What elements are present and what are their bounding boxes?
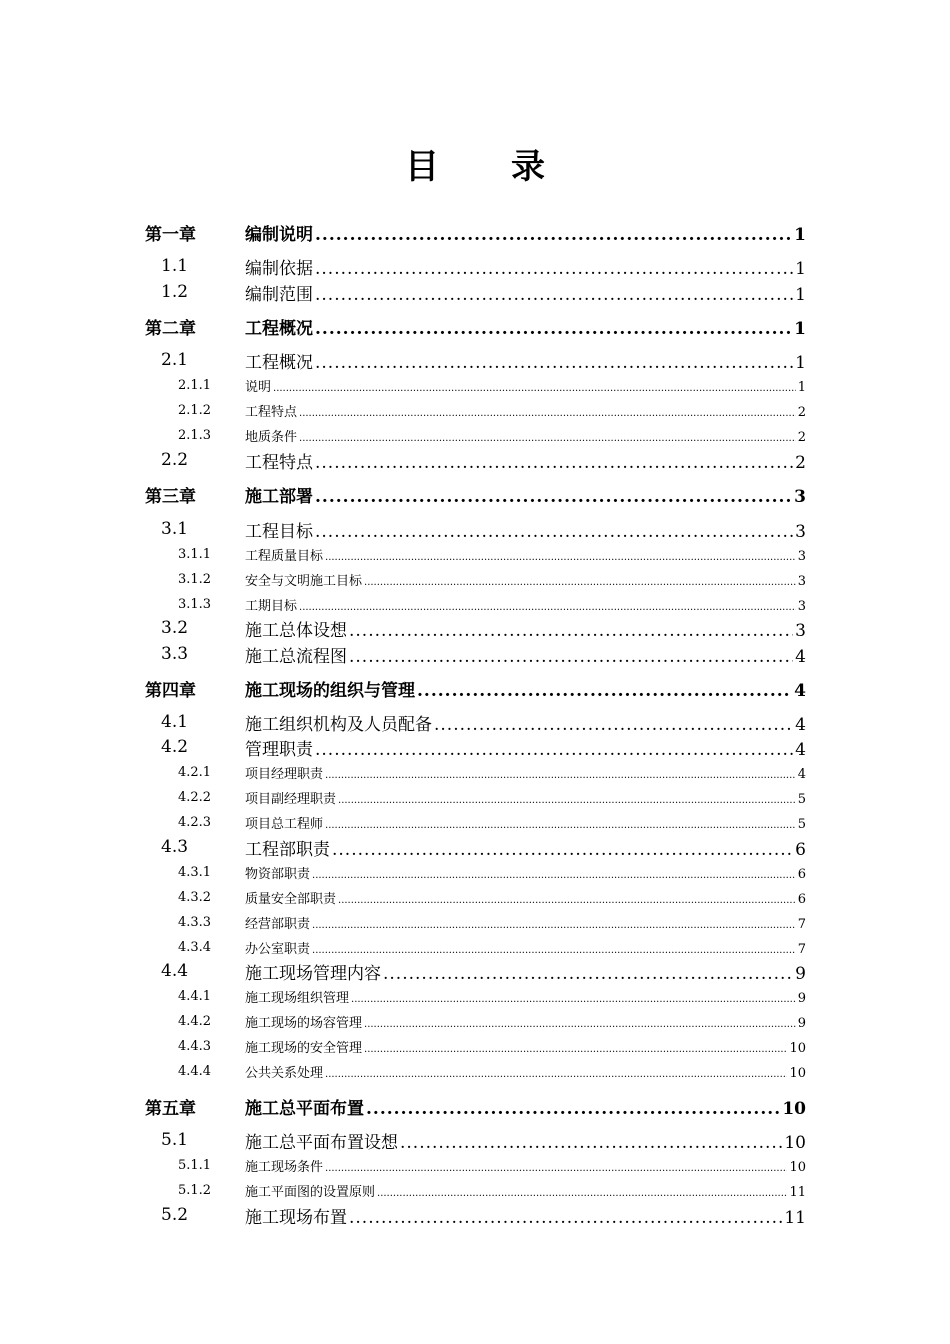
toc-dot-leader <box>349 621 793 641</box>
toc-entry-line <box>245 1062 806 1081</box>
toc-entry-number: 4.3.3 <box>178 914 212 930</box>
toc-entry-number: 4.1 <box>161 712 189 732</box>
toc-chapter-entry[interactable] <box>0 1095 950 1117</box>
toc-page-number: 6 <box>797 866 806 882</box>
toc-entry-title: 工期目标 <box>245 598 298 614</box>
toc-dot-leader <box>315 319 792 339</box>
toc-entry-line <box>245 482 806 507</box>
toc-entry-title: 施工现场条件 <box>245 1159 324 1175</box>
toc-dot-leader <box>299 408 796 419</box>
toc-dot-leader <box>315 740 793 760</box>
toc-entry-title: 工程质量目标 <box>245 548 324 564</box>
toc-entry-number: 4.4 <box>161 961 189 981</box>
toc-entry-line <box>245 220 806 245</box>
toc-entry-line <box>245 1037 806 1056</box>
toc-page-number: 1 <box>794 224 806 245</box>
toc-subsection-entry[interactable] <box>0 888 950 906</box>
toc-page-number: 3 <box>797 548 806 564</box>
toc-entry-title: 工程概况 <box>245 352 313 373</box>
toc-chapter-entry[interactable] <box>0 221 950 243</box>
toc-subsection-entry[interactable] <box>0 595 950 613</box>
toc-entry-line <box>245 813 806 832</box>
toc-section-entry[interactable] <box>0 1204 950 1226</box>
toc-page-number: 9 <box>797 990 806 1006</box>
toc-entry-number: 3.2 <box>161 618 189 638</box>
toc-entry-line <box>245 1181 806 1200</box>
toc-entry-number: 2.1.3 <box>178 427 212 443</box>
toc-dot-leader <box>325 820 796 831</box>
toc-entry-line <box>245 938 806 957</box>
toc-entry-title: 施工总体设想 <box>245 620 347 641</box>
toc-entry-title: 施工部署 <box>245 486 313 507</box>
toc-page-number: 3 <box>795 620 806 641</box>
toc-entry-number: 第四章 <box>145 680 196 701</box>
toc-entry-line <box>245 763 806 782</box>
toc-entry-number: 2.1.1 <box>178 377 212 393</box>
toc-entry-line <box>245 280 806 305</box>
toc-page-number: 3 <box>797 573 806 589</box>
toc-section-entry[interactable] <box>0 349 950 371</box>
toc-subsection-entry[interactable] <box>0 987 950 1005</box>
toc-entry-line <box>245 448 806 473</box>
toc-dot-leader <box>315 285 793 305</box>
toc-entry-line <box>245 1012 806 1031</box>
page-title-char-1: 目 <box>405 147 439 187</box>
toc-section-entry[interactable] <box>0 643 950 665</box>
toc-entry-number: 2.1.2 <box>178 402 212 418</box>
toc-section-entry[interactable] <box>0 736 950 758</box>
toc-page-number: 9 <box>797 1015 806 1031</box>
toc-dot-leader <box>338 895 796 906</box>
toc-page-number: 3 <box>795 521 806 542</box>
toc-section-entry[interactable] <box>0 281 950 303</box>
toc-entry-title: 施工现场的组织与管理 <box>245 680 415 701</box>
toc-entry-line <box>245 710 806 735</box>
toc-entry-line <box>245 595 806 614</box>
toc-entry-line <box>245 959 806 984</box>
toc-entry-title: 工程目标 <box>245 521 313 542</box>
toc-dot-leader <box>338 795 796 806</box>
toc-dot-leader <box>312 870 796 881</box>
toc-dot-leader <box>315 487 792 507</box>
toc-page-number: 6 <box>797 891 806 907</box>
toc-entry-title: 施工现场的场容管理 <box>245 1015 363 1031</box>
toc-dot-leader <box>349 1208 782 1228</box>
toc-entry-number: 第五章 <box>145 1098 196 1119</box>
toc-subsection-entry[interactable] <box>0 763 950 781</box>
toc-dot-leader <box>364 1019 796 1030</box>
toc-page-number: 1 <box>795 352 806 373</box>
toc-entry-number: 1.1 <box>161 256 189 276</box>
toc-entry-title: 施工总平面布置 <box>245 1098 364 1119</box>
toc-page-number: 3 <box>797 598 806 614</box>
toc-entry-title: 施工现场管理内容 <box>245 963 381 984</box>
toc-dot-leader <box>383 964 793 984</box>
toc-entry-title: 办公室职责 <box>245 941 311 957</box>
toc-subsection-entry[interactable] <box>0 1181 950 1199</box>
toc-subsection-entry[interactable] <box>0 376 950 394</box>
toc-entry-number: 1.2 <box>161 282 189 302</box>
toc-dot-leader <box>315 522 793 542</box>
toc-entry-number: 5.2 <box>161 1205 189 1225</box>
toc-entry-number: 4.2 <box>161 737 189 757</box>
toc-entry-number: 3.1 <box>161 519 189 539</box>
toc-dot-leader <box>364 577 796 588</box>
toc-entry-title: 施工总流程图 <box>245 646 347 667</box>
toc-entry-title: 说明 <box>245 379 272 395</box>
toc-entry-line <box>245 426 806 445</box>
toc-subsection-entry[interactable] <box>0 426 950 444</box>
toc-entry-number: 3.1.2 <box>178 571 212 587</box>
toc-page-number: 11 <box>789 1184 806 1200</box>
toc-subsection-entry[interactable] <box>0 1037 950 1055</box>
toc-entry-line <box>245 545 806 564</box>
toc-subsection-entry[interactable] <box>0 913 950 931</box>
toc-subsection-entry[interactable] <box>0 1062 950 1080</box>
toc-dot-leader <box>315 225 792 245</box>
toc-entry-title: 安全与文明施工目标 <box>245 573 363 589</box>
toc-section-entry[interactable] <box>0 449 950 471</box>
toc-entry-line <box>245 788 806 807</box>
toc-dot-leader <box>377 1188 787 1199</box>
toc-page-number: 4 <box>795 646 806 667</box>
toc-entry-number: 5.1.2 <box>178 1182 212 1198</box>
toc-subsection-entry[interactable] <box>0 1012 950 1030</box>
toc-entry-title: 项目经理职责 <box>245 766 324 782</box>
toc-entry-title: 工程概况 <box>245 318 313 339</box>
toc-dot-leader <box>332 840 793 860</box>
toc-entry-title: 物资部职责 <box>245 866 311 882</box>
toc-entry-number: 5.1.1 <box>178 1157 212 1173</box>
toc-subsection-entry[interactable] <box>0 863 950 881</box>
toc-entry-title: 工程部职责 <box>245 839 330 860</box>
toc-entry-line <box>245 835 806 860</box>
toc-entry-line <box>245 570 806 589</box>
toc-entry-line <box>245 1156 806 1175</box>
toc-entry-line <box>245 1128 806 1153</box>
toc-dot-leader <box>315 259 793 279</box>
toc-page-number: 2 <box>795 452 806 473</box>
toc-entry-number: 4.3.4 <box>178 939 212 955</box>
toc-page-number: 2 <box>797 404 806 420</box>
toc-page-number: 10 <box>782 1098 806 1119</box>
toc-entry-line <box>245 676 806 701</box>
toc-entry-line <box>245 517 806 542</box>
toc-dot-leader <box>312 920 796 931</box>
toc-dot-leader <box>325 1163 787 1174</box>
toc-page-number: 4 <box>797 766 806 782</box>
toc-subsection-entry[interactable] <box>0 545 950 563</box>
toc-page-number: 4 <box>794 680 806 701</box>
toc-page-number: 9 <box>795 963 806 984</box>
toc-subsection-entry[interactable] <box>0 401 950 419</box>
toc-entry-title: 项目总工程师 <box>245 816 324 832</box>
toc-dot-leader <box>400 1133 782 1153</box>
toc-entry-number: 第一章 <box>145 224 196 245</box>
toc-entry-line <box>245 314 806 339</box>
toc-entry-number: 4.2.3 <box>178 814 212 830</box>
toc-section-entry[interactable] <box>0 1129 950 1151</box>
toc-entry-title: 质量安全部职责 <box>245 891 337 907</box>
toc-page-number: 4 <box>795 714 806 735</box>
toc-section-entry[interactable] <box>0 960 950 982</box>
toc-dot-leader <box>325 1069 787 1080</box>
toc-dot-leader <box>364 1044 787 1055</box>
toc-entry-number: 3.3 <box>161 644 189 664</box>
toc-entry-line <box>245 401 806 420</box>
toc-dot-leader <box>273 383 796 394</box>
toc-page-number: 1 <box>795 258 806 279</box>
toc-dot-leader <box>351 994 796 1005</box>
toc-entry-line <box>245 913 806 932</box>
toc-entry-line <box>245 1094 806 1119</box>
toc-entry-number: 3.1.1 <box>178 546 212 562</box>
toc-entry-title: 工程特点 <box>245 452 313 473</box>
toc-dot-leader <box>349 647 793 667</box>
toc-dot-leader <box>417 681 792 701</box>
toc-entry-number: 5.1 <box>161 1130 189 1150</box>
toc-entry-number: 第三章 <box>145 486 196 507</box>
toc-entry-number: 4.3.2 <box>178 889 212 905</box>
toc-entry-number: 4.3 <box>161 837 189 857</box>
toc-page-number: 1 <box>797 379 806 395</box>
toc-entry-line <box>245 642 806 667</box>
toc-entry-line <box>245 616 806 641</box>
toc-dot-leader <box>299 433 796 444</box>
toc-entry-title: 施工总平面布置设想 <box>245 1132 398 1153</box>
toc-entry-number: 4.4.3 <box>178 1038 212 1054</box>
toc-subsection-entry[interactable] <box>0 570 950 588</box>
toc-page-number: 4 <box>795 739 806 760</box>
toc-page-number: 7 <box>797 916 806 932</box>
toc-section-entry[interactable] <box>0 836 950 858</box>
toc-entry-line <box>245 987 806 1006</box>
toc-dot-leader <box>315 453 793 473</box>
toc-entry-title: 施工现场布置 <box>245 1207 347 1228</box>
toc-page-number: 2 <box>797 429 806 445</box>
toc-entry-title: 施工现场组织管理 <box>245 990 350 1006</box>
toc-entry-title: 管理职责 <box>245 739 313 760</box>
toc-dot-leader <box>299 602 796 613</box>
toc-section-entry[interactable] <box>0 255 950 277</box>
toc-page-number: 5 <box>797 816 806 832</box>
toc-entry-title: 施工现场的安全管理 <box>245 1040 363 1056</box>
toc-entry-line <box>245 735 806 760</box>
toc-subsection-entry[interactable] <box>0 938 950 956</box>
toc-chapter-entry[interactable] <box>0 483 950 505</box>
toc-page-number: 7 <box>797 941 806 957</box>
toc-chapter-entry[interactable] <box>0 315 950 337</box>
toc-page-number: 1 <box>794 318 806 339</box>
toc-section-entry[interactable] <box>0 711 950 733</box>
toc-entry-title: 施工平面图的设置原则 <box>245 1184 376 1200</box>
page-title-char-2: 录 <box>511 147 545 187</box>
toc-subsection-entry[interactable] <box>0 813 950 831</box>
toc-entry-number: 4.4.1 <box>178 988 212 1004</box>
toc-dot-leader <box>366 1099 780 1119</box>
toc-entry-number: 4.2.1 <box>178 764 212 780</box>
toc-entry-line <box>245 1203 806 1228</box>
toc-entry-number: 4.4.4 <box>178 1063 212 1079</box>
toc-entry-title: 施工组织机构及人员配备 <box>245 714 432 735</box>
toc-entry-number: 4.4.2 <box>178 1013 212 1029</box>
toc-subsection-entry[interactable] <box>0 1156 950 1174</box>
toc-entry-line <box>245 376 806 395</box>
toc-entry-title: 编制依据 <box>245 258 313 279</box>
toc-entry-title: 地质条件 <box>245 429 298 445</box>
toc-page-number: 5 <box>797 791 806 807</box>
toc-entry-number: 2.1 <box>161 350 189 370</box>
toc-dot-leader <box>325 552 796 563</box>
toc-entry-number: 4.3.1 <box>178 864 212 880</box>
toc-subsection-entry[interactable] <box>0 788 950 806</box>
toc-entry-title: 编制范围 <box>245 284 313 305</box>
toc-entry-title: 编制说明 <box>245 224 313 245</box>
toc-page-number: 10 <box>789 1040 806 1056</box>
toc-entry-line <box>245 863 806 882</box>
toc-chapter-entry[interactable] <box>0 677 950 699</box>
toc-entry-title: 工程特点 <box>245 404 298 420</box>
toc-section-entry[interactable] <box>0 617 950 639</box>
toc-page-number: 10 <box>789 1159 806 1175</box>
toc-dot-leader <box>312 945 796 956</box>
toc-page-number: 3 <box>794 486 806 507</box>
toc-page-number: 10 <box>789 1065 806 1081</box>
toc-entry-number: 4.2.2 <box>178 789 212 805</box>
toc-entry-number: 3.1.3 <box>178 596 212 612</box>
toc-page-number: 11 <box>784 1207 806 1228</box>
toc-entry-line <box>245 254 806 279</box>
toc-entry-line <box>245 888 806 907</box>
toc-page-number: 10 <box>784 1132 806 1153</box>
toc-dot-leader <box>315 353 793 373</box>
toc-section-entry[interactable] <box>0 518 950 540</box>
toc-dot-leader <box>434 715 793 735</box>
toc-entry-number: 2.2 <box>161 450 189 470</box>
toc-entry-number: 第二章 <box>145 318 196 339</box>
toc-entry-title: 项目副经理职责 <box>245 791 337 807</box>
toc-entry-title: 公共关系处理 <box>245 1065 324 1081</box>
toc-page-number: 6 <box>795 839 806 860</box>
toc-dot-leader <box>325 770 796 781</box>
toc-entry-line <box>245 348 806 373</box>
toc-page-number: 1 <box>795 284 806 305</box>
toc-entry-title: 经营部职责 <box>245 916 311 932</box>
